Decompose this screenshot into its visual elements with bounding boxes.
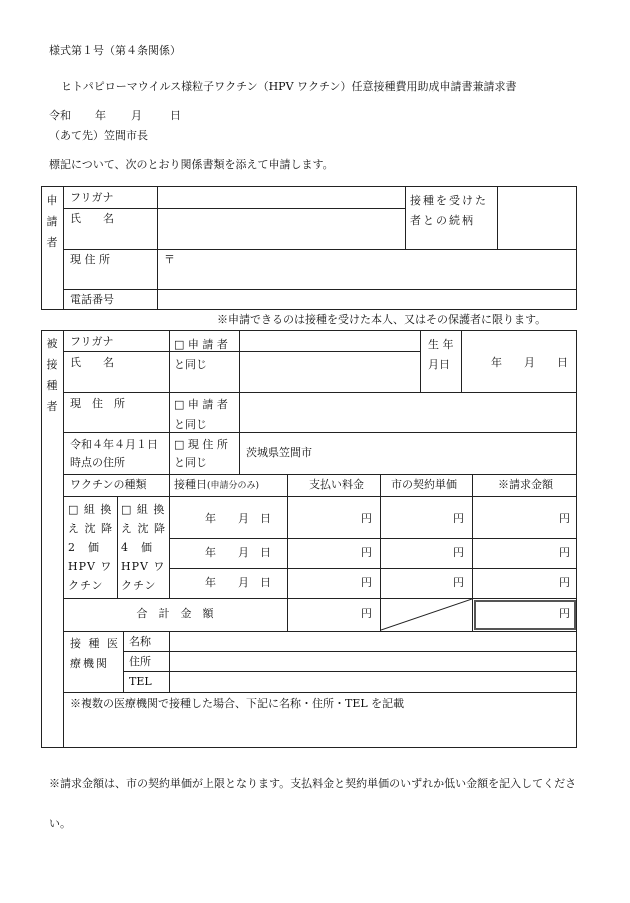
relation-label: 接種を受けた者との続柄 — [410, 194, 488, 227]
date-header: 接種日(申請分のみ) — [174, 478, 260, 491]
recipient-name-label: 氏 名 — [70, 356, 114, 369]
applicant-name-label: 氏 名 — [70, 212, 114, 225]
medical-address-label: 住所 — [129, 655, 151, 668]
recipient-section-3: 種 — [46, 379, 58, 392]
unit-price-header: 市の契約単価 — [391, 478, 457, 491]
paid-header: 支払い料金 — [309, 478, 364, 491]
date-month: 月 — [131, 109, 142, 122]
row1-date: 年 月 日 — [205, 512, 271, 525]
same-as-applicant-checkbox[interactable]: □ 申 請 者 と同じ — [174, 338, 228, 371]
applicant-section-2: 請 — [46, 215, 58, 228]
intro-text: 標記について、次のとおり関係書類を添えて申請します。 — [49, 158, 334, 171]
date-era: 令和 — [49, 109, 71, 122]
medical-tel-label: TEL — [129, 675, 152, 688]
row2-date: 年 月 日 — [205, 546, 271, 559]
recipient-section-1: 被 — [46, 337, 58, 350]
applicant-section-3: 者 — [46, 236, 58, 249]
same-as-applicant-address-checkbox[interactable]: □ 申 請 者 と同じ — [174, 398, 228, 431]
total-claim: 円 — [559, 607, 570, 620]
total-paid: 円 — [361, 607, 372, 620]
medical-label: 接 種 医 療機関 — [70, 637, 120, 670]
same-as-current-checkbox[interactable]: □ 現 住 所 と同じ — [174, 438, 228, 469]
row1-unit: 円 — [453, 512, 464, 525]
form-number: 様式第１号（第４条関係） — [49, 44, 181, 57]
total-label: 合 計 金 額 — [136, 607, 214, 620]
r4-address-value: 茨城県笠間市 — [246, 446, 312, 459]
birth-value: 年 月 日 — [491, 356, 568, 369]
medical-note: ※複数の医療機関で接種した場合、下記に名称・住所・TEL を記載 — [70, 697, 405, 710]
recipient-section-2: 接 — [46, 358, 58, 371]
date-day: 日 — [170, 109, 181, 122]
row2-claim: 円 — [559, 546, 570, 559]
applicant-phone-label: 電話番号 — [70, 293, 114, 306]
row1-claim: 円 — [559, 512, 570, 525]
date-year: 年 — [95, 109, 106, 122]
recipient-furigana-label: フリガナ — [70, 335, 114, 348]
form-title: ヒトパピローマウイルス様粒子ワクチン（HPV ワクチン）任意接種費用助成申請書兼請求書 — [61, 80, 517, 93]
medical-name-label: 名称 — [129, 635, 151, 648]
recipient-address-label: 現 住 所 — [70, 397, 125, 410]
applicant-address-label: 現 住 所 — [70, 253, 110, 266]
vaccine-option-4valent[interactable]: □ 組 換 え 沈 降 4 価 HPV ワ クチン — [121, 503, 166, 592]
postal-mark: 〒 — [164, 253, 175, 266]
applicant-section-1: 申 — [46, 194, 58, 207]
row2-paid: 円 — [361, 546, 372, 559]
row3-unit: 円 — [453, 576, 464, 589]
row3-claim: 円 — [559, 576, 570, 589]
applicant-note: ※申請できるのは接種を受けた本人、又はその保護者に限ります。 — [217, 313, 547, 326]
row2-unit: 円 — [453, 546, 464, 559]
applicant-furigana-label: フリガナ — [70, 191, 114, 204]
vaccine-option-2valent[interactable]: □ 組 換 え 沈 降 2 価 HPV ワ クチン — [68, 503, 113, 592]
r4-address-label: 令和４年４月１日時点の住所 — [70, 438, 158, 469]
total-unit-slash — [381, 599, 472, 631]
recipient-section-4: 者 — [46, 400, 58, 413]
row3-date: 年 月 日 — [205, 576, 271, 589]
claim-header: ※請求金額 — [498, 478, 553, 491]
vaccine-type-header: ワクチンの種類 — [70, 478, 147, 491]
birth-label: 生 年 月日 — [428, 338, 454, 371]
row3-paid: 円 — [361, 576, 372, 589]
addressee: （あて先）笠間市長 — [49, 129, 148, 142]
row1-paid: 円 — [361, 512, 372, 525]
footer-note: ※請求金額は、市の契約単価が上限となります。支払料金と契約単価のいずれか低い金額を記入してください。 — [49, 777, 577, 830]
